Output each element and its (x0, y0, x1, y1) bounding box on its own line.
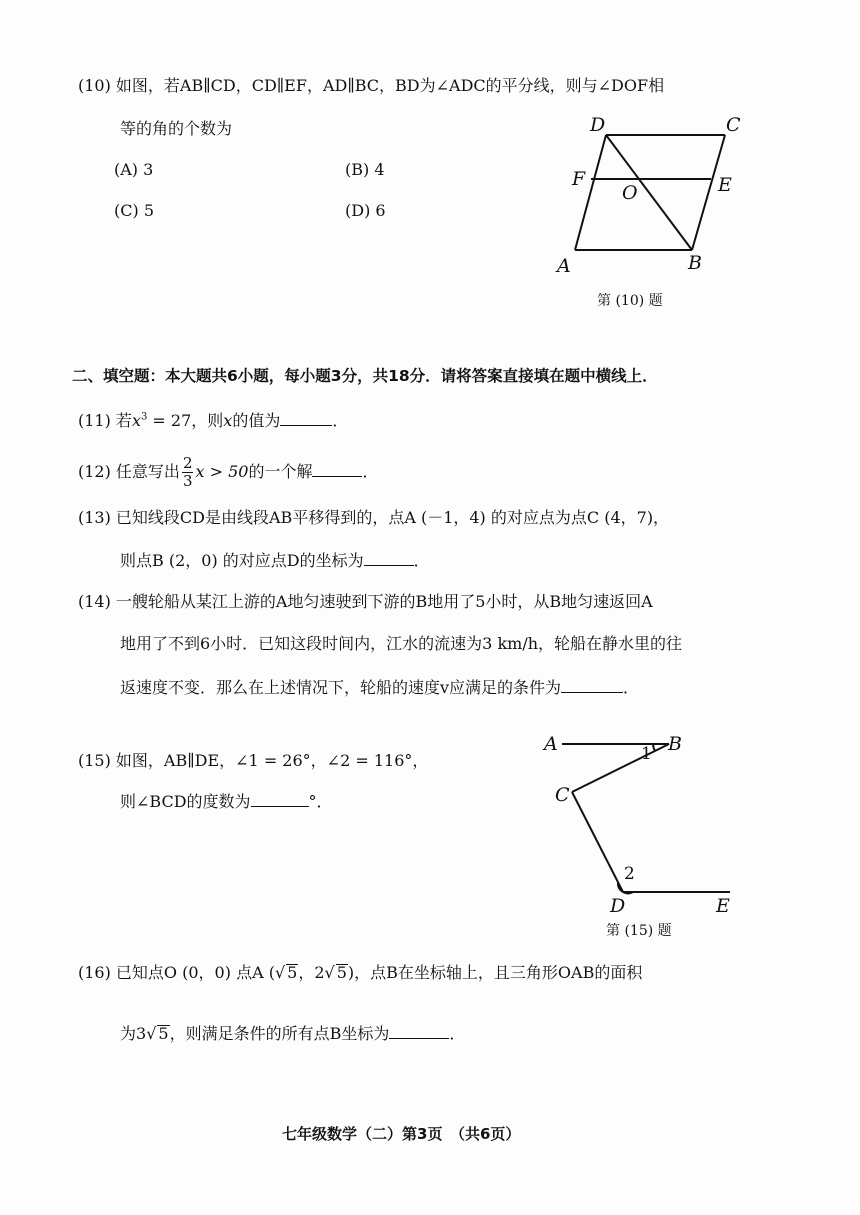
q12-answer-blank[interactable] (312, 462, 362, 477)
q13-line2-wrap (120, 551, 430, 569)
q12-post: 的一个解 (248, 462, 313, 481)
label-a: A (557, 255, 571, 277)
q13-answer-blank[interactable] (364, 551, 414, 566)
label-e: E (718, 174, 732, 196)
label-c: C (555, 784, 570, 806)
q10-line2: 等的角的个数为 (120, 119, 233, 138)
q10-figure (540, 105, 770, 285)
q12-end: ． (362, 462, 379, 481)
q11-mid: = 27，则 (147, 411, 224, 430)
q16-line2-pre: 为3 (120, 1024, 147, 1043)
angle-1-arc (653, 744, 655, 751)
section2-heading: 二、填空题：本大题共6小题，每小题3分，共18分．请将答案直接填在题中横线上． (72, 367, 658, 385)
label-angle-2: 2 (624, 864, 635, 884)
label-d: D (590, 114, 606, 136)
q16-root1: 5 (287, 963, 298, 982)
q12-fraction (182, 456, 194, 489)
label-e: E (716, 895, 730, 917)
q12-prefix: (12) 任意写出 (78, 462, 180, 481)
q10-option-d: (D) 6 (345, 201, 386, 220)
q16-answer-blank[interactable] (389, 1024, 449, 1039)
q14-line1: (14) 一艘轮船从某江上游的A地匀速驶到下游的B地用了5小时，从B地匀速返回A (78, 592, 653, 611)
q14-line3-wrap (120, 678, 639, 696)
q11-var: x (131, 411, 141, 430)
q11-answer-blank[interactable] (280, 411, 332, 426)
q13-end: ． (413, 551, 430, 570)
label-d: D (610, 895, 626, 917)
label-o: O (622, 182, 638, 204)
q16-line2 (120, 1024, 465, 1042)
label-b: B (668, 733, 682, 755)
q12-fraction-den: 3 (182, 472, 193, 490)
q11-end: ． (332, 411, 349, 430)
q11-var2: x (223, 411, 233, 430)
q16-root3: 5 (158, 1024, 169, 1043)
q11 (78, 408, 348, 431)
q14-end: ． (623, 678, 640, 697)
q16-comma: ，2 (298, 963, 325, 982)
q11-exponent: 3 (140, 411, 148, 423)
q13-line1: (13) 已知线段CD是由线段AB平移得到的，点A (－1，4) 的对应点为点C (4，7)， (78, 508, 670, 527)
segment-da (575, 135, 606, 250)
q14-answer-blank[interactable] (561, 678, 623, 693)
segment-cd (572, 792, 623, 892)
q11-prefix: (11) 若 (78, 411, 132, 430)
q11-post: 的值为 (232, 411, 281, 430)
q13-line2: 则点B (2，0) 的对应点D的坐标为 (120, 551, 364, 570)
label-a: A (544, 733, 558, 755)
sqrt-sign: √ (324, 963, 335, 982)
q15-line1: (15) 如图，AB∥DE，∠1 = 26°，∠2 = 116°， (78, 751, 429, 770)
segment-db (606, 135, 692, 250)
q12-expr: x > 50 (195, 462, 249, 481)
q10-option-c: (C) 5 (114, 201, 154, 220)
q15-line2-wrap (120, 792, 333, 810)
sqrt-sign: √ (146, 1024, 157, 1043)
q14-line3: 返速度不变．那么在上述情况下，轮船的速度v应满足的条件为 (120, 678, 562, 697)
q10-option-a: (A) 3 (114, 160, 154, 179)
q16-line1 (78, 964, 642, 981)
q12-fraction-num: 2 (182, 454, 193, 472)
q16-root2: 5 (336, 963, 347, 982)
label-b: B (688, 252, 702, 274)
sqrt-sign: √ (274, 963, 286, 982)
q15-end: °． (308, 792, 333, 811)
page-footer: 七年级数学（二）第3页 （共6页） (282, 1125, 521, 1143)
q16-line2-post: ，则满足条件的所有点B坐标为 (169, 1024, 390, 1043)
label-angle-1: 1 (641, 744, 652, 764)
q16-line1-post: )，点B在坐标轴上，且三角形OAB的面积 (347, 963, 643, 982)
q14-line2: 地用了不到6小时．已知这段时间内，江水的流速为3 km/h，轮船在静水里的往 (120, 634, 683, 653)
q15-line2: 则∠BCD的度数为 (120, 792, 251, 811)
q16-end: ． (449, 1024, 466, 1043)
label-c: C (726, 114, 741, 136)
label-f: F (572, 168, 586, 190)
q10-caption: 第 (10) 题 (597, 293, 663, 309)
q15-caption: 第 (15) 题 (606, 923, 672, 939)
q12 (78, 446, 378, 498)
q10-line1: (10) 如图，若AB∥CD，CD∥EF，AD∥BC，BD为∠ADC的平分线，则与∠DOF相 (78, 76, 665, 95)
q15-answer-blank[interactable] (251, 792, 309, 807)
q10-option-b: (B) 4 (345, 160, 385, 179)
q15-figure (538, 725, 758, 920)
q16-line1-pre: (16) 已知点O (0，0) 点A ( (78, 963, 275, 982)
